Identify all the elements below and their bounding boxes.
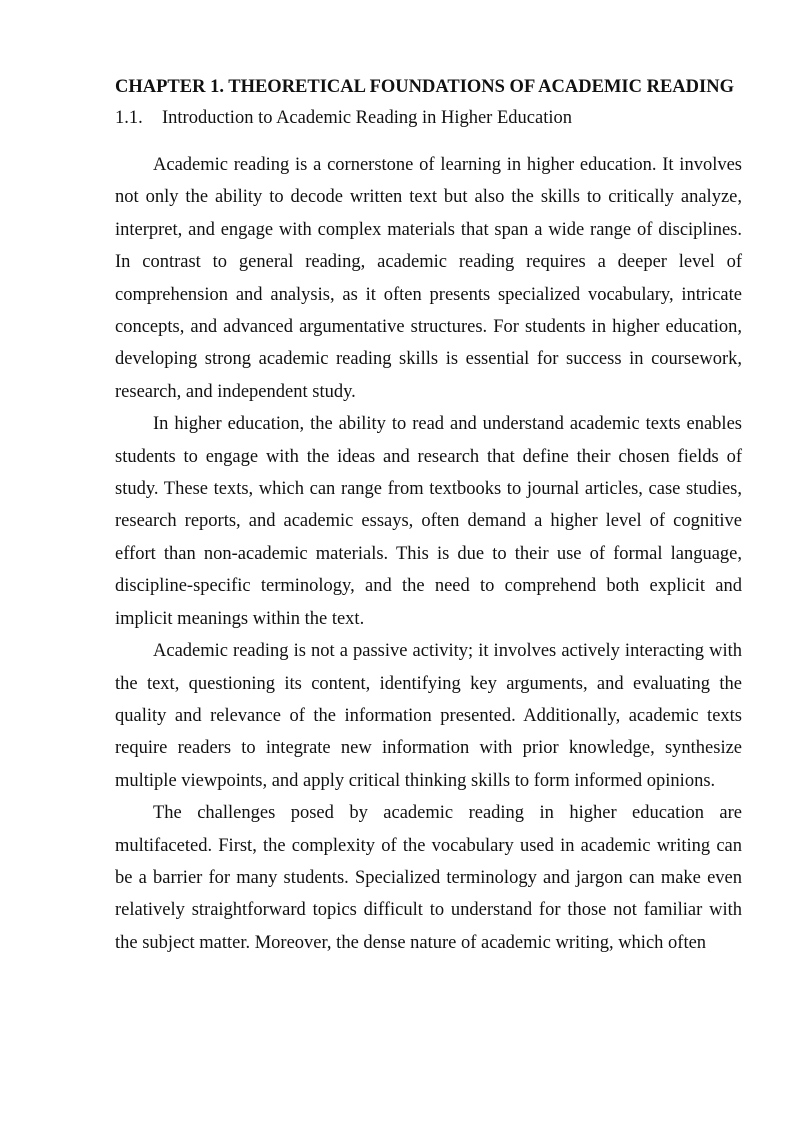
section-title: Introduction to Academic Reading in Higher Education: [162, 108, 572, 128]
section-number: 1.1.: [115, 108, 143, 128]
paragraph: In higher education, the ability to read and understand academic texts enables students to engage with the ideas and research that define their chosen fields of study. These texts, which can range from textbooks to journal articles, case studies, research reports, and academic essays, often demand a higher level of cognitive effort than non-academic materials. This is due to their use of formal language, discipline-specific terminology, and the need to comprehend both explicit and implicit meanings within the text.: [115, 414, 742, 629]
chapter-title: CHAPTER 1. THEORETICAL FOUNDATIONS OF ACADEMIC READING: [115, 77, 734, 97]
paragraph: Academic reading is not a passive activity; it involves actively interacting with the text, questioning its content, identifying key arguments, and evaluating the quality and relevance of the information presented. Additionally, academic texts require readers to integrate new information with prior knowledge, synthesize multiple viewpoints, and apply critical thinking skills to form informed opinions.: [115, 641, 742, 791]
body-text: [115, 149, 742, 959]
paragraph: The challenges posed by academic reading in higher education are multifaceted. First, the complexity of the vocabulary used in academic writing can be a barrier for many students. Specialized terminology and jargon can make even relatively straightforward topics difficult to understand for those not familiar with the subject matter. Moreover, the dense nature of academic writing, which often: [115, 803, 742, 953]
section-heading: [115, 107, 742, 129]
document-page: [115, 76, 742, 959]
paragraph: Academic reading is a cornerstone of learning in higher education. It involves not only the ability to decode written text but also the skills to critically analyze, interpret, and engage with complex materials that span a wide range of disciplines. In contrast to general reading, academic reading requires a deeper level of comprehension and analysis, as it often presents specialized vocabulary, intricate concepts, and advanced argumentative structures. For students in higher education, developing strong academic reading skills is essential for success in coursework, research, and independent study.: [115, 155, 742, 402]
